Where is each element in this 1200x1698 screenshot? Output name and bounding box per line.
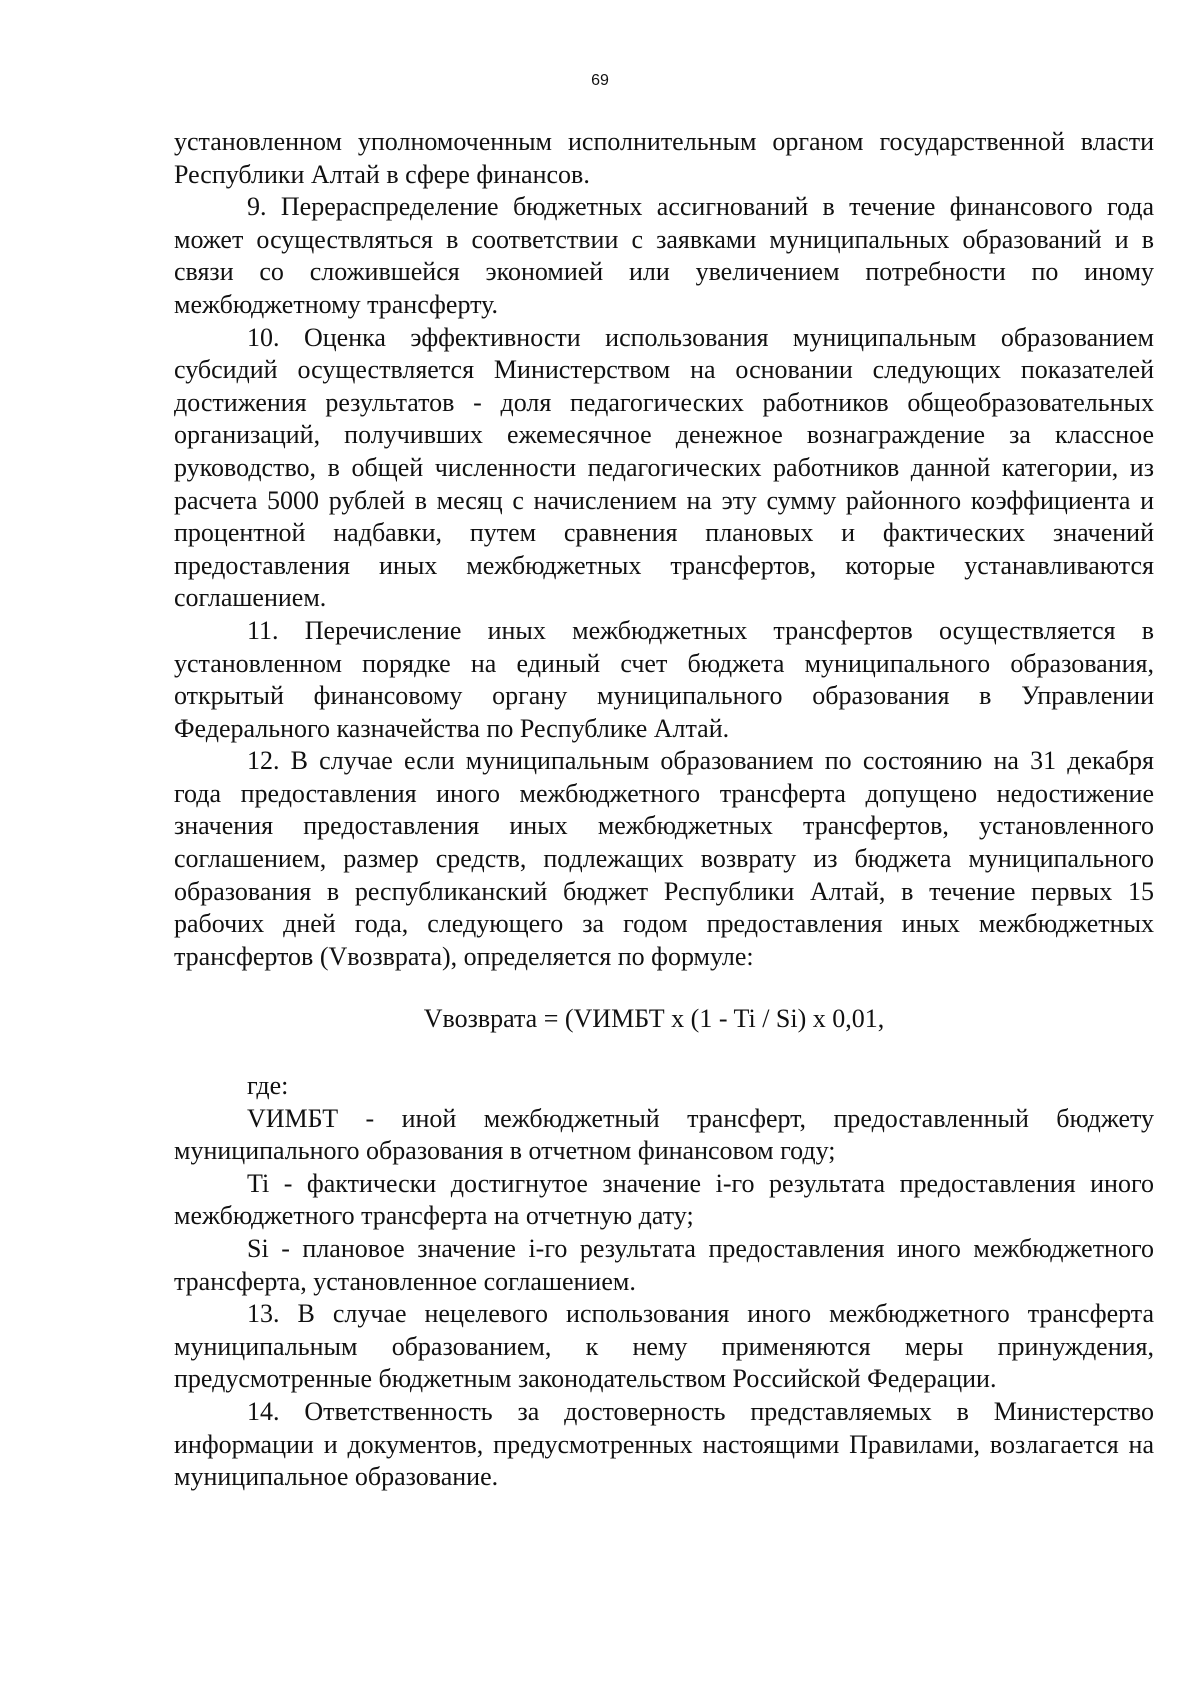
definition-si: Si - плановое значение i-го результата предоставления иного межбюджетного трансферта, установленное соглашением. bbox=[174, 1234, 1154, 1296]
where-label: где: bbox=[247, 1071, 289, 1101]
paragraph-14: 14. Ответственность за достоверность представляемых в Министерство информации и документов, предусмотренных настоящими Правилами, возлагается на муниципальное образование. bbox=[174, 1396, 1154, 1492]
paragraph-11: 11. Перечисление иных межбюджетных трансфертов осуществляется в установленном порядке на единый счет бюджета муниципального образования, открытый финансовому органу муниципального образования в Управлении Федерального казначейства по Республике Алтай. bbox=[174, 615, 1154, 743]
refund-formula: Vвозврата = (VИМБТ x (1 - Ti / Si) x 0,01, bbox=[423, 1004, 885, 1034]
paragraph-13: 13. В случае нецелевого использования иного межбюджетного трансферта муниципальным образованием, к нему применяются меры принуждения, предусмотренные бюджетным законодательством Российской Федерации. bbox=[174, 1299, 1154, 1394]
paragraph-9: 9. Перераспределение бюджетных ассигнований в течение финансового года может осуществляться в соответствии с заявками муниципальных образований и в связи со сложившейся экономией или увеличением потребности по иному межбюджетному трансферту. bbox=[174, 192, 1154, 319]
page-number: 69 bbox=[591, 72, 609, 89]
paragraph-continuation: установленном уполномоченным исполнительным органом государственной власти Республики Алтай в сфере финансов. bbox=[174, 127, 1154, 189]
definition-ti: Ti - фактически достигнутое значение i-го результата предоставления иного межбюджетного трансферта на отчетную дату; bbox=[174, 1168, 1154, 1231]
definition-vimbt: VИМБТ - иной межбюджетный трансферт, предоставленный бюджету муниципального образования в отчетном финансовом году; bbox=[174, 1103, 1154, 1166]
paragraph-10: 10. Оценка эффективности использования муниципальным образованием субсидий осуществляется Министерством на основании следующих показателей достижения результатов - доля педагогических работников общеобразовательных организаций, получивших ежемесячное денежное вознаграждение за классное руководство, в общей численности педагогических работников данной категории, из расчета 5000 рублей в месяц с начислением на эту сумму районного коэффициента и процентной надбавки, путем сравнения плановых и фактических значений предоставления иных межбюджетных трансфертов, которые устанавливаются соглашением. bbox=[174, 322, 1154, 613]
document-body bbox=[174, 126, 1154, 1494]
paragraph-12: 12. В случае если муниципальным образованием по состоянию на 31 декабря года предоставления иного межбюджетного трансферта допущено недостижение значения предоставления иных межбюджетных трансфертов, установленного соглашением, размер средств, подлежащих возврату из бюджета муниципального образования в республиканский бюджет Республики Алтай, в течение первых 15 рабочих дней года, следующего за годом предоставления иных межбюджетных трансфертов (Vвозврата), определяется по формуле: bbox=[174, 746, 1154, 971]
